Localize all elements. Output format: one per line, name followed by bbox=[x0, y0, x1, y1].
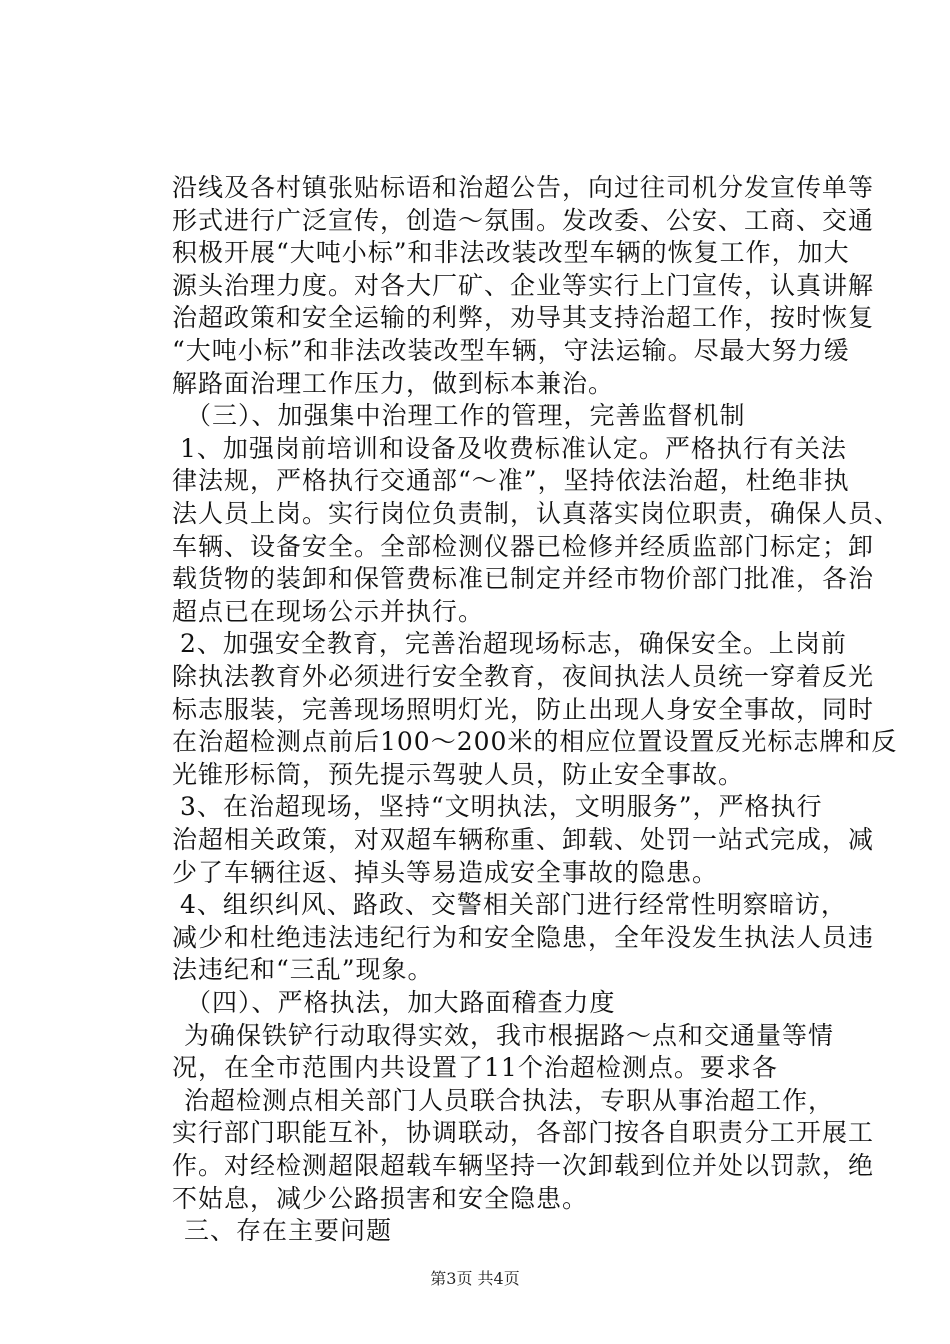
section-heading: （三）、加强集中治理工作的管理，完善监督机制 bbox=[186, 401, 746, 431]
body-text-line: 作。对经检测超限超载车辆坚持一次卸载到位并处以罚款，绝 bbox=[172, 1151, 875, 1180]
body-text-line: 超点已在现场公示并执行。 bbox=[172, 596, 485, 626]
body-text-line: 2、加强安全教育，完善治超现场标志，确保安全。上岗前 bbox=[180, 629, 847, 659]
body-text-line: 车辆、设备安全。全部检测仪器已检修并经质监部门标定；卸 bbox=[172, 531, 875, 561]
body-text-line: 治超检测点相关部门人员联合执法，专职从事治超工作， bbox=[184, 1085, 835, 1115]
body-text-line: 源头治理力度。对各大厂矿、企业等实行上门宣传，认真讲解 bbox=[172, 270, 875, 300]
body-text-line: 律法规，严格执行交通部“～准”，坚持依法治超，杜绝非执 bbox=[172, 466, 850, 496]
body-text-line: 4、组织纠风、路政、交警相关部门进行经常性明察暗访， bbox=[180, 890, 847, 920]
body-text-line: 光锥形标筒，预先提示驾驶人员，防止安全事故。 bbox=[172, 759, 745, 789]
body-text-line: 沿线及各村镇张贴标语和治超公告，向过往司机分发宣传单等 bbox=[172, 173, 875, 202]
body-text-line: 解路面治理工作压力，做到标本兼治。 bbox=[172, 368, 615, 398]
body-text-line: 形式进行广泛宣传，创造～氛围。发改委、公安、工商、交通 bbox=[172, 205, 875, 235]
body-text-line: 标志服装，完善现场照明灯光，防止出现人身安全事故，同时 bbox=[172, 694, 875, 724]
body-text-line: 法人员上岗。实行岗位负责制，认真落实岗位职责，确保人员、 bbox=[172, 499, 901, 528]
body-text-line: 在治超检测点前后100～200米的相应位置设置反光标志牌和反 bbox=[172, 727, 898, 757]
body-text-line: 况，在全市范围内共设置了11个治超检测点。要求各 bbox=[172, 1053, 778, 1083]
section-heading: 三、存在主要问题 bbox=[184, 1216, 393, 1246]
body-text-line: 实行部门职能互补，协调联动，各部门按各自职责分工开展工 bbox=[172, 1118, 875, 1148]
body-text-line: 不姑息，减少公路损害和安全隐患。 bbox=[172, 1183, 589, 1213]
body-text-line: 载货物的装卸和保管费标准已制定并经市物价部门批准，各治 bbox=[172, 564, 875, 594]
body-text-line: 法违纪和“三乱”现象。 bbox=[172, 955, 434, 985]
body-text-line: 治超政策和安全运输的利弊，劝导其支持治超工作，按时恢复 bbox=[172, 303, 875, 333]
body-text-line: “大吨小标”和非法改装改型车辆，守法运输。尽最大努力缓 bbox=[172, 336, 850, 365]
section-heading: （四）、严格执法，加大路面稽查力度 bbox=[186, 988, 616, 1017]
body-text-line: 减少和杜绝违法违纪行为和安全隐患，全年没发生执法人员违 bbox=[172, 922, 875, 952]
body-text-line: 3、在治超现场，坚持“文明执法，文明服务”，严格执行 bbox=[180, 792, 823, 822]
body-text-line: 积极开展“大吨小标”和非法改装改型车辆的恢复工作，加大 bbox=[172, 238, 850, 268]
body-text-line: 少了车辆往返、掉头等易造成安全事故的隐患。 bbox=[172, 857, 719, 887]
body-text-line: 为确保铁铲行动取得实效，我市根据路～点和交通量等情 bbox=[184, 1020, 835, 1050]
body-text-line: 除执法教育外必须进行安全教育，夜间执法人员统一穿着反光 bbox=[172, 662, 875, 691]
body-text-line: 治超相关政策，对双超车辆称重、卸载、处罚一站式完成，减 bbox=[172, 825, 875, 854]
page-footer: 第3页 共4页 bbox=[430, 1269, 520, 1288]
body-text-line: 1、加强岗前培训和设备及收费标准认定。严格执行有关法 bbox=[180, 433, 847, 463]
